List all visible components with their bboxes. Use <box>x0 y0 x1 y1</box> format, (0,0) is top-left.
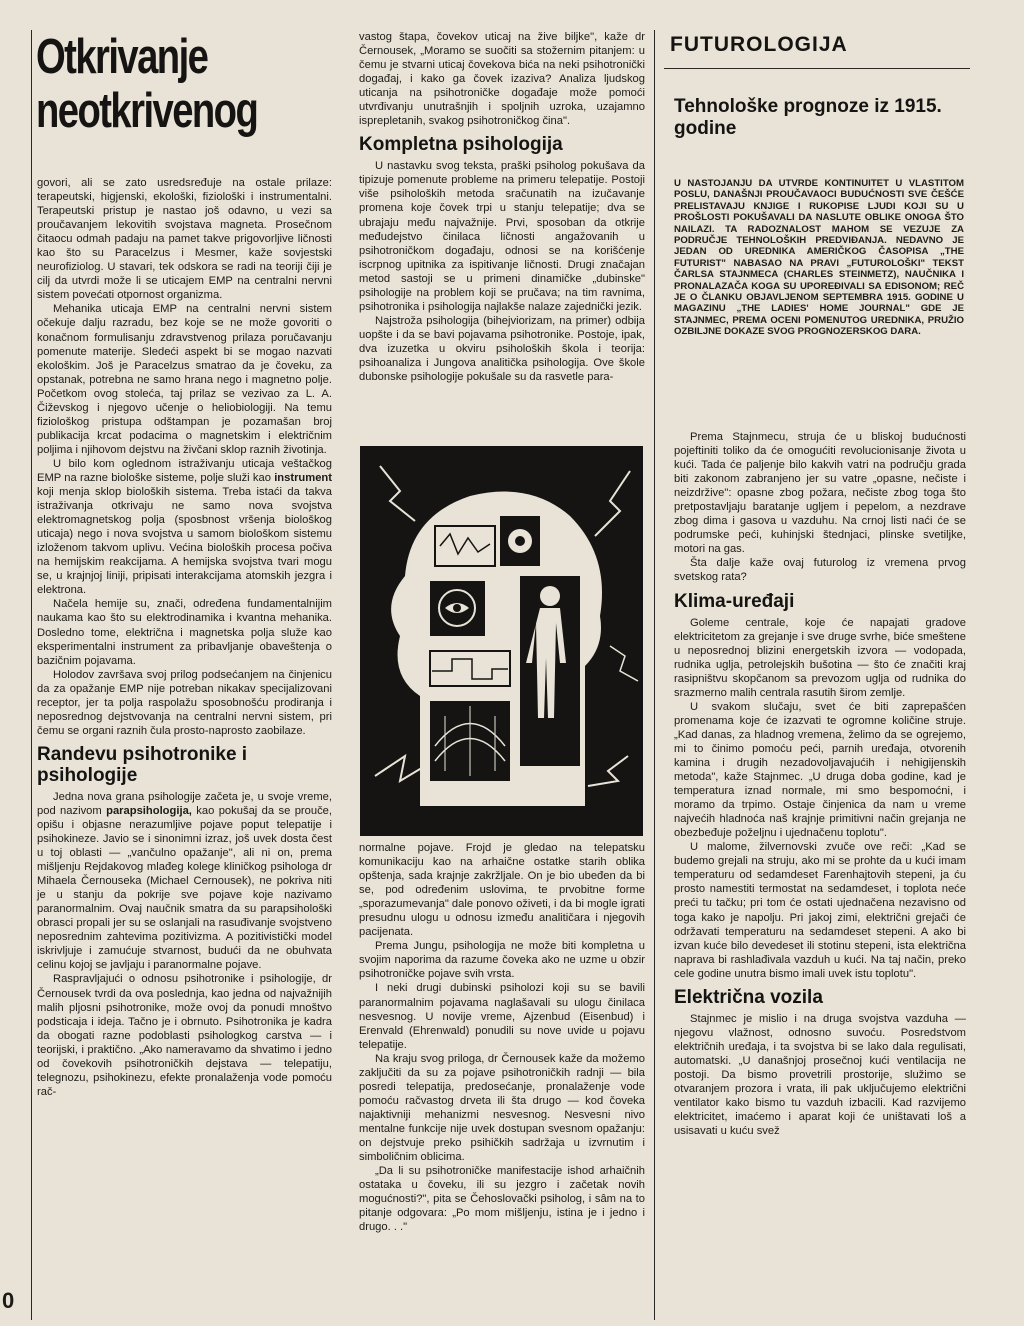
col1-paragraph: Načela hemije su, znači, određena fundamentalnijim naukama kao što su elektrodinamika i kvantna mehanika. Dosledno tome, električna i magnetska polja služe kao eksperimentalni instrument za pribavljanje obaveštenja o bazičnim pojavama. <box>37 598 332 667</box>
col3-paragraph: Prema Stajnmecu, struja će u bliskoj budućnosti pojeftiniti toliko da će omogućiti revolucionisanje života u kući. Tada će paljenje bilo kakvih vatri na području grada biti zakonom zabranjeno jer su vatre „opasne, nečiste i neizdržive": opasne zbog požara, nečiste zbog toga što pretpostavljaju baratanje ugljem i pepelom, a nezdrave zbog dima i gasova u vazduhu. Na crnoj listi naći će se podrumske peći, kuhinjski štednjaci, plinske svetiljke, motori na gas. <box>674 431 966 556</box>
page-number: 0 <box>2 1288 15 1313</box>
subheading-kompletna: Kompletna psihologija <box>359 134 563 156</box>
column-2-bottom <box>359 841 645 1234</box>
col2-paragraph: I neki drugi dubinski psiholozi koji su se bavili paranormalnim pojavama naglašavali su ulogu činilaca nesvesnog. U novije vreme, Ajzenbud (Eisenbud) i Erenvald (Ehrenwald) ponudili su nove uvide u pojavu telepatije. <box>359 982 645 1051</box>
col1-text: U bilo kom oglednom istraživanju uticaja veštačkog EMP na razne biološke sisteme, polje služi kao <box>37 457 332 484</box>
column-2-top <box>359 30 645 384</box>
section-label: FUTUROLOGIJA <box>670 33 848 56</box>
col2-paragraph: Najstroža psihologija (bihejviorizam, na primer) odbija uopšte i da se bavi pojavama psihotronike. Postoje, ipak, dva izuzetka u okviru psiholoških škola i teorija: psihoanaliza i Jungova analitička psihologija. Ove škole dubonske psihologije pokušale su da rasvetle para- <box>359 314 645 384</box>
col2-paragraph: U nastavku svog teksta, praški psiholog pokušava da tipizuje pomenute probleme na primeru telepatije. Postoji više psiholoških metoda sračunatih na izučavanje promena koje čovek trpi u stanju telepatije; dva se ubrajaju među najvažnije. Prvi, sposoban da otkrije međudejstvo činilaca ličnosti angažovanih u psihotroničkom događaju, odnosi se na korišćenje iscrpnog upitnika za ispitivanje ličnosti. Drugi značajan metod sastoji se u primeni dinamičke „dubinske" psihologije na problem koji se pručava; na tim ravnima, psihotronika i psihologija najlakše nalaze zajednički jezik. <box>359 160 645 313</box>
col3-paragraph: Goleme centrale, koje će napajati gradove elektricitetom za grejanje i sve druge svrhe, biće smeštene u neposrednoj blizini energetskih izvora — vodopada, rudnika uglja, petrolejskih bušotina — što će značiti kraj rasipništvu skopčanom sa prevozom uglja od rudnika do srazmerno malih centrala rasutih širom zemlje. <box>674 616 966 699</box>
side-header-rule <box>664 68 970 69</box>
article-headline <box>36 30 258 138</box>
side-article-title: Tehnološke prognoze iz 1915. godine <box>674 96 942 139</box>
col3-paragraph: Stajnmec je mislio i na druga svojstva vazduha — njegovu vlažnost, odnosno suvoću. Posredstvom električnih uređaja, i ta svojstva bi se lako dala regulisati, automatski. „U današnjoj prosečnoj kući ventilacija ne postoji. Da bismo provetrili prostorije, služimo se otvaranjem prozora i vrata, ili pak uključujemo električni ventilator kako bismo tu vazduh izbacili. Kad razvijemo elektricitet, imaćemo i aparat koji će uništavati loš a usisavati u kuću svež <box>674 1012 966 1138</box>
col2-paragraph: normalne pojave. Frojd je gledao na telepatsku komunikaciju kao na arhaične ostatke starih oblika opštenja, sada krajnje zakržljale. On je bio ubeđen da bi se, pod određenim uslovima, te prvobitne forme „sporazumevanja" dale ponovo oživeti, i da bi mogle igrati presudnu ulogu u odnosu između analitičara i njegovih pacijenata. <box>359 842 645 939</box>
column-rule-left <box>31 30 32 1320</box>
headline-line-2: neotkrivenog <box>36 84 258 138</box>
subheading-elektricna: Električna vozila <box>674 986 823 1008</box>
column-rule-middle <box>654 30 655 1320</box>
col1-paragraph: govori, ali se zato usredsređuje na ostale prilaze: terapeutski, higjenski, ekološki, fiziološki i instrumentalni. Terapeutski pristup je nastao još odavno, u vezi sa proučavanjem lekovitih svojstava magneta. Prosečnom čitaocu odmah padaju na pamet takve prigovorljive ličnosti kao što su Paracelzus i Mesmer, kaže sovjestski neurofiziolog. U stavari, tek odskora se radi na teoriji čiji je cilj da utvrdi može li se uticajem EMP na centralni nervni sistem povećati otpornost organizma. <box>37 177 332 302</box>
surreal-illustration <box>360 446 643 836</box>
side-article-lead: U NASTOJANJU DA UTVRDE KONTINUITET U VLASTITOM POSLU, DANAŠNJI PROUČAVAOCI BUDUĆNOSTI SVE ČEŠĆE PRELISTAVAJU KNJIGE I RUKOPISE LJUDI KOJI SU U PROŠLOSTI POKUŠAVALI DA NASLUTE OBLIKE ONOGA ŠTO NAILAZI. TA RADOZNALOST MAHOM SE VEZUJE ZA PODRUČJE TEHNOLOŠKIH PREDVIĐANJA. NEDAVNO JE JEDAN OD UREDNIKA AMERIČKOG ČASOPISA „THE FUTURIST" NABASAO NA PRAVI „FUTUROLOŠKI" TEKST ČARLSA STAJNMECA (CHARLES STEINMETZ), NAUČNIKA I PRONALAZAČA KOGA SU UPOREĐIVALI SA EDISONOM; REČ JE O ČLANKU OBJAVLJENOM SEPTEMBRA 1915. GODINE U MAGAZINU „THE LADIES' HOME JOURNAL" GDE JE STAJNMEC, PREMA OCENI POMENUTOG UREDNIKA, PRUŽIO OZBILJNE DOKAZE SVOG PROGNOZERSKOG DARA. <box>674 178 964 338</box>
col1-bold-term: parapsihologija, <box>106 804 192 817</box>
col2-paragraph: vastog štapa, čovekov uticaj na žive biljke", kaže dr Černousek, „Moramo se suočiti sa stožernim pitanjem: u čemu je stvarni uticaj čovekova bića na neki psihotronički događaj, i kako ga čovek izaziva? Analiza ljudskog uticanja na psihotroničke događaje može pomoći utvrđivanju unutrašnjih i spoljnih uzroka, uzajamno isprepletanih, svakog psihotroničkog čina". <box>359 31 645 128</box>
col1-text: Jedna nova grana psihologije začeta je, u svoje vreme, pod nazivom <box>37 790 332 817</box>
col1-paragraph: Mehanika uticaja EMP na centralni nervni sistem očekuje dalju razradu, bez koje se ne može govoriti o konačnom formulisanju zdravstvenog prilaza poručavanju pomenute materije. Sledeći aspekt bi se mogao nazvati ekološkim. Još je Paracelzus smatrao da je čoveku, za opstanak, potrebna ne samo hrana nego i magnetno polje. Početkom ovog stoleća, taj prilaz se vezivao za L. A. Čiževskog i njegovo učenje o heliobiologiji. Na temu fiziološkog pristupa odštampan je pozamašan broj publikacija krcat podacima o magnetskim i električnim poljima i njihovom dejstvu na živčani sklop raznih životinja. <box>37 303 332 456</box>
col1-text: kao pokušaj da se prouče, opišu i objasne nerazumljive pojave poput telepatije i psihokineze. Javio se i sinonimni izraz, još uvek dosta čest u toj oblasti — „vančulno opažanje", ali ni on, prema mišljenju Rejdakovog mlađeg kolege kliničkog psihologa dr Mihaela Černouseka (Michael Cernousek), ne pokriva niti je u stanju da pokrije sve pojave koje nazivamo paranormalnim. Ovaj naučnik smatra da su parapsihološki obrasci propali jer su se oslanjali na rasuđivanje svojstveno neposrednim zahtevima pozitivizma. A pozitivistički model iskrivljuje i zamućuje stvarnost, budući da ne obuhvata celinu kojoj se javljaju i paranormalne pojave. <box>37 804 333 972</box>
headline-line-1: Otkrivanje <box>36 30 208 84</box>
col2-paragraph: Na kraju svog priloga, dr Černousek kaže da možemo zaključiti da su za pojave psihotroničkih radnji — bila posredi telepatija, predosećanje, pronalaženje vode pomoću račvastog drveta ili šta drugo — kod čoveka najaktivniji mehanizmi nesvesnog. Nesvesni nivo mentalne funkcije nije uvek dostupan svesnom opažanju: on dejstvuje preko psihičkih sadržaja u izvrnutim i simboličnim oblicima. <box>359 1052 645 1164</box>
col3-paragraph: U svakom slučaju, svet će biti zaprepašćen promenama koje će izazvati te ogromne količine struje. „Kad danas, za hladnog vremena, želimo da se ogrejemo, mi to činimo pomoću peći, parnih uređaja, otvorenih kamina i drugih nezadovoljavajućih i nehigijenskih metoda", kaže Stajnmec. „U druga doba godine, kad je temperatura iznad normale, mi smo bespomoćni, i moramo da trpimo. Ostaje činjenica da nam u vreme najvećih hladnoća naš krajnje primitivni način grejanja ne obezbeđuje poželjnu i ujednačenu toplotu". <box>674 700 966 840</box>
col1-paragraph: Holodov završava svoj prilog podsećanjem na činjenicu da za opažanje EMP nije potreban nikakav specijalizovani receptor, jer ta polja raspolažu sposobnošću prodiranja i neposrednog dejstvovanja na centralni nervni sistem, pri čemu se organi raznih čula prosto-naprosto zaobilaze. <box>37 668 332 737</box>
col2-paragraph: „Da li su psihotroničke manifestacije ishod arhaičnih ostataka u čoveku, ili su jezgro i začetak novih mogućnosti?", pita se Čehoslovački psiholog, i sâm na to pitanje odgovara: „Po mom mišljenju, istina je i jedno i drugo. . ." <box>359 1165 645 1234</box>
col2-paragraph: Prema Jungu, psihologija ne može biti kompletna u svojim naporima da razume čoveka ako ne uzme u obzir psihotroničke pojave svih vrsta. <box>359 940 645 981</box>
col3-paragraph: U malome, žilvernovski zvuče ove reči: „Kad se budemo grejali na struju, ako mi se prohte da u kući imam temperaturu od sedamdeset Farenhajtovih stepeni, ja ću prosto namestiti termostat na sedamdeset, i toplota neće preći tu tačku; pri tom će ostati ujednačena nezavisno od toga kako je napolju. Pri jakoj zimi, električni grejači će održavati temperaturu na sedamdeset stepeni. A ako bi izvan kuće bilo devedeset ili stotinu stepeni, ista električna naprava bi rashlađivala vazduh u kući. Na taj način, preko cele godine unutra bismo imali uvek istu toplotu". <box>674 841 966 980</box>
col1-text: koji menja sklop bioloških sistema. Treba istaći da takva istraživanja otkrivaju ne samo nova svojstva elektromagnetskog polja (sposbnost vršenja biološkog uticaja) nego i nova svojstva u samom biološkom sistemu izloženom takvom uplivu. Većina bioloških procesa počiva na hemijskim reakcijama. A hemijska svojstva tvari mogu se, u krajnjoj liniji, pripisati interakcijama atomskih jezgra i elektrona. <box>37 486 332 597</box>
col1-paragraph <box>37 790 332 973</box>
subheading-randevu: Randevu psihotronike i psihologije <box>37 743 248 786</box>
col1-paragraph: Raspravljajući o odnosu psihotronike i psihologije, dr Černousek tvrdi da ova poslednja, kao jedna od najvažnijih malih pljosni psihotronike, može ovoj da ponudi mnoštvo podsticaja i ideja. Tačno je i obrnuto. Psihotronika je kadra da obogati razne podoblasti psihologkog carstva — i teorijski, i praktično. „Ako nameravamo da shvatimo i jedno od čovekovih psihotroničkih dejstava — telepatiju, telegnozu, psihokinezu, efekte pronalaženja vode pomoću rač- <box>37 973 332 1098</box>
column-1 <box>37 176 332 1099</box>
col1-paragraph <box>37 457 332 597</box>
column-3 <box>674 430 966 1138</box>
subheading-klima: Klima-uređaji <box>674 590 795 612</box>
col1-bold-term: instrument <box>274 471 332 484</box>
col3-paragraph: Šta dalje kaže ovaj futurolog iz vremena prvog svetskog rata? <box>674 557 966 584</box>
